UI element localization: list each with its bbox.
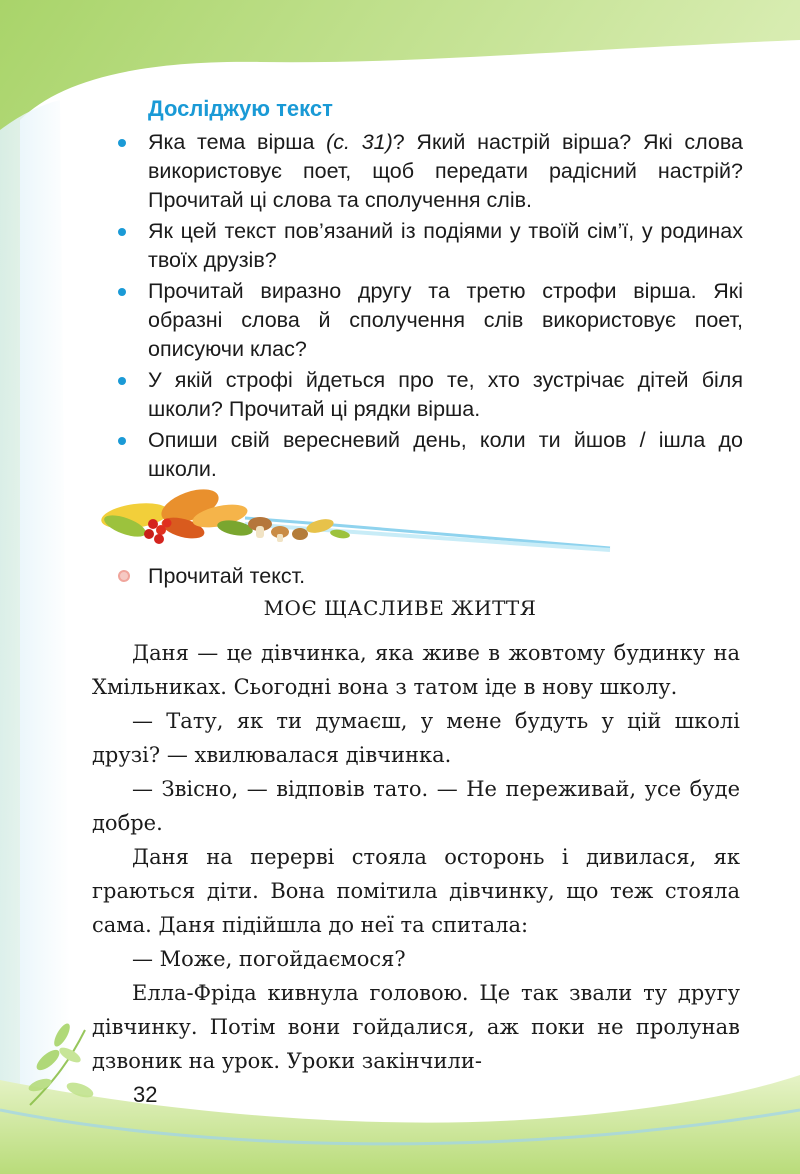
question-item: Яка тема вірша (с. 31)? Який настрій вірша? Які слова використовує поет, щоб передати радісний настрій? Прочитай ці слова та сполучення слів. [118, 128, 743, 215]
story-paragraph: Даня на перерві стояла осторонь і дивилася, як граються діти. Вона помітила дівчинку, що теж стояла сама. Даня підійшла до неї та спитала: [92, 845, 740, 937]
task-marker-icon [118, 570, 130, 582]
question-list [118, 128, 743, 486]
question-item: Опиши свій вересневий день, коли ти йшов / ішла до школи. [118, 426, 743, 484]
bullet-icon [118, 377, 126, 385]
page-reference: (с. 31) [326, 130, 393, 154]
question-item: Як цей текст пов’язаний із подіями у твоїй сім’ї, у родинах твоїх друзів? [118, 217, 743, 275]
bullet-icon [118, 437, 126, 445]
bullet-icon [118, 228, 126, 236]
story-title: МОЄ ЩАСЛИВЕ ЖИТТЯ [263, 596, 537, 620]
story-paragraph: — Тату, як ти думаєш, у мене будуть у цій школі друзі? — хвилювалася дівчинка. [92, 709, 740, 767]
task-instruction: Прочитай текст. [118, 562, 305, 590]
bullet-icon [118, 288, 126, 296]
story-paragraph: — Звісно, — відповів тато. — Не переживай, усе буде добре. [92, 777, 740, 835]
section-heading: Досліджую текст [148, 96, 333, 121]
question-item: Прочитай виразно другу та третю строфи вірша. Які образні слова й сполучення слів використовує поет, описуючи клас? [118, 277, 743, 364]
page-number: 32 [133, 1082, 158, 1107]
story-paragraph: Даня — це дівчинка, яка живе в жовтому будинку на Хмільниках. Сьогодні вона з татом іде в нову школу. [92, 641, 740, 699]
autumn-leaves-icon [95, 478, 615, 558]
story-text [92, 636, 740, 1078]
story-paragraph: Елла-Фріда кивнула головою. Це так звали ту другу дівчинку. Потім вони гойдалися, аж поки не пролунав дзвоник на урок. Уроки закінчили- [92, 981, 740, 1073]
question-item: У якій строфі йдеться про те, хто зустрічає дітей біля школи? Прочитай ці рядки вірша. [118, 366, 743, 424]
story-paragraph: — Може, погойдаємося? [132, 947, 406, 971]
bullet-icon [118, 139, 126, 147]
